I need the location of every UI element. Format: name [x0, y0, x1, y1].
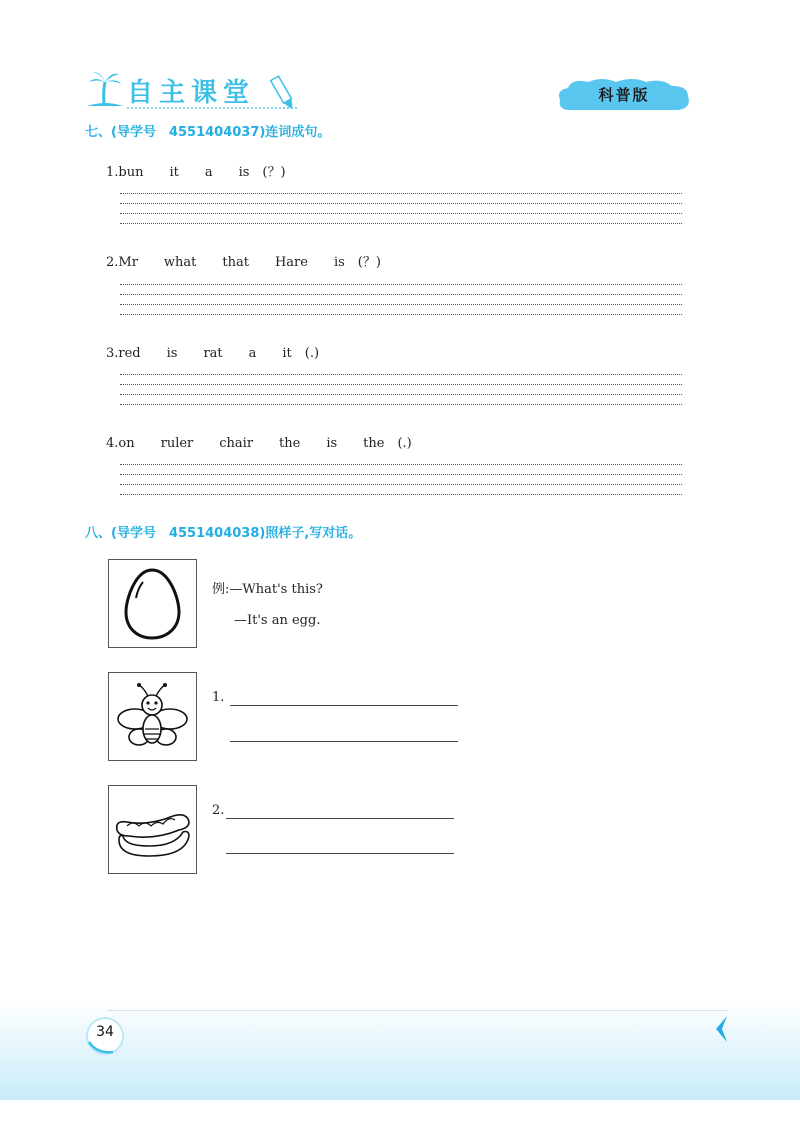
page-number: 34: [96, 1024, 114, 1040]
question-4: 4.on ruler chair the is the (.): [106, 436, 412, 451]
section-8-title: 八、(导学号 4551404038)照样子,写对话。: [85, 526, 362, 541]
item-1-number: 1.: [212, 690, 225, 705]
section-7-title: 七、(导学号 4551404037)连词成句。: [85, 125, 331, 140]
item-1-answer-line-2[interactable]: [230, 741, 458, 742]
chevron-left-icon[interactable]: [712, 1014, 730, 1044]
answer-lines-2[interactable]: [120, 284, 682, 324]
example-answer: —It's an egg.: [234, 613, 321, 628]
hotdog-picture-box: [108, 785, 197, 874]
brand-title: 自主课堂: [127, 78, 256, 108]
question-3: 3.red is rat a it (.): [106, 346, 320, 361]
bee-picture-box: [108, 672, 197, 761]
bee-icon: [109, 673, 196, 760]
question-2: 2.Mr what that Hare is (？): [106, 255, 381, 270]
answer-lines-1[interactable]: [120, 193, 682, 233]
item-2-answer-line-1[interactable]: [226, 818, 454, 819]
example-picture-box: [108, 559, 197, 648]
example-question: 例:—What's this?: [212, 582, 323, 597]
answer-lines-4[interactable]: [120, 464, 682, 504]
question-1: 1.bun it a is (？): [106, 165, 286, 180]
hotdog-icon: [109, 786, 196, 873]
brand-underline: [127, 107, 297, 109]
item-2-answer-line-2[interactable]: [226, 853, 454, 854]
item-1-answer-line-1[interactable]: [230, 705, 458, 706]
edition-label: 科普版: [598, 86, 650, 104]
egg-icon: [109, 560, 196, 647]
item-2-number: 2.: [212, 803, 225, 818]
footer-divider: [108, 1010, 728, 1011]
answer-lines-3[interactable]: [120, 374, 682, 414]
